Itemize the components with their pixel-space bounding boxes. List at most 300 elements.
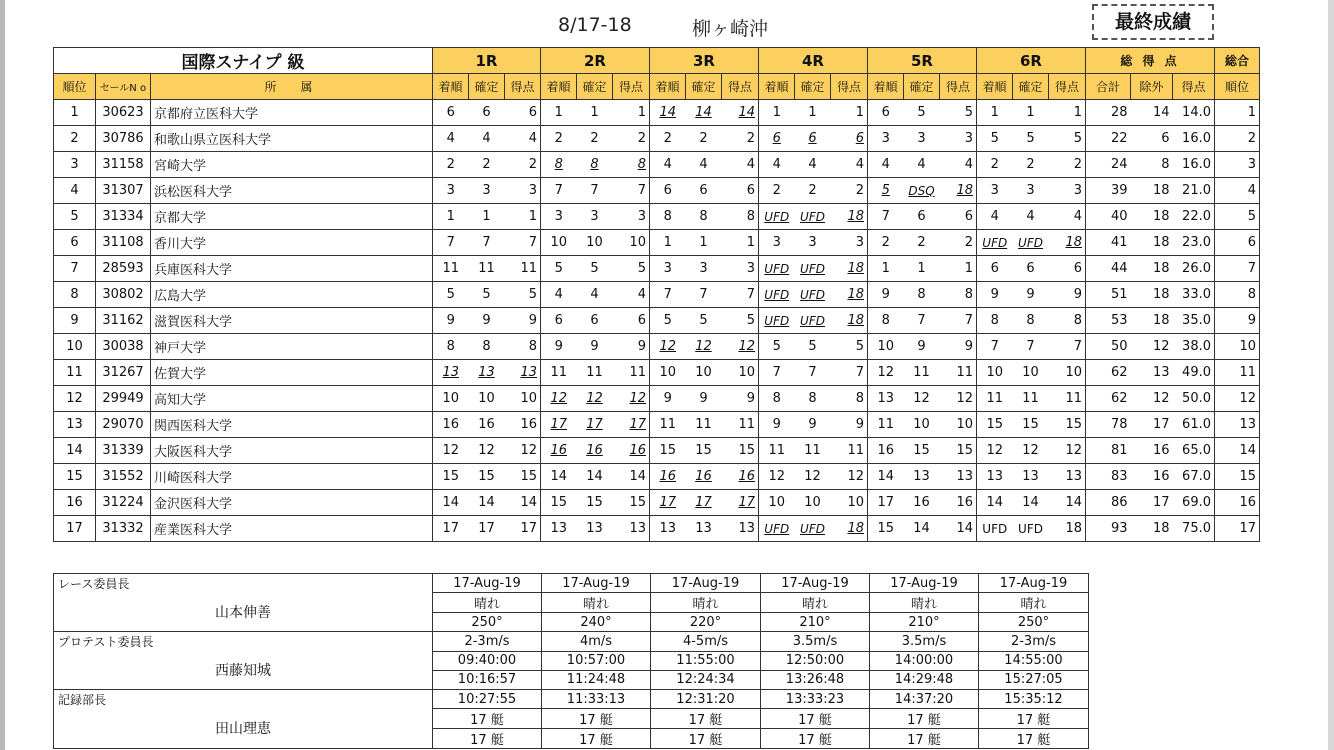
race-3-points-cell: 4 bbox=[722, 152, 759, 178]
race-5-confirmed-cell: 8 bbox=[904, 282, 940, 308]
race-3-confirmed-cell: 14 bbox=[686, 100, 722, 126]
race-3-confirmed-cell: 9 bbox=[686, 386, 722, 412]
race-2-finish-cell: 15 bbox=[541, 490, 577, 516]
race-6-confirmed-cell: 4 bbox=[1013, 204, 1049, 230]
affiliation-cell: 産業医科大学 bbox=[151, 516, 433, 542]
race-1-points-cell: 8 bbox=[505, 334, 541, 360]
race-3-points-cell: 13 bbox=[722, 516, 759, 542]
race-3-condition-cell: 220° bbox=[651, 613, 761, 632]
race-1-finish-cell: 6 bbox=[433, 100, 469, 126]
race-2-confirmed-cell: 9 bbox=[577, 334, 613, 360]
race-1-points-cell: 5 bbox=[505, 282, 541, 308]
affiliation-cell: 宮崎大学 bbox=[151, 152, 433, 178]
race-5-confirmed-cell: 15 bbox=[904, 438, 940, 464]
race-5-confirmed-cell: 1 bbox=[904, 256, 940, 282]
race-5-condition-cell: 17-Aug-19 bbox=[870, 574, 979, 593]
race-5-confirmed-cell: 6 bbox=[904, 204, 940, 230]
excluded-cell: 12 bbox=[1131, 386, 1173, 412]
rank-cell: 5 bbox=[54, 204, 96, 230]
race-5-points-cell: 5 bbox=[940, 100, 977, 126]
race-1-condition-cell: 10:16:57 bbox=[433, 670, 542, 689]
race-2-confirmed-cell: 3 bbox=[577, 204, 613, 230]
conditions-row bbox=[54, 689, 1089, 708]
race-4-finish-cell: 8 bbox=[759, 386, 795, 412]
race-5-points-cell: 13 bbox=[940, 464, 977, 490]
sail-number-cell: 30786 bbox=[96, 126, 151, 152]
rank-cell: 4 bbox=[54, 178, 96, 204]
col-sail-header: セールN o bbox=[96, 74, 151, 100]
race-6-confirmed-cell: 3 bbox=[1013, 178, 1049, 204]
race-6-points-cell: 18 bbox=[1049, 516, 1086, 542]
race-6-confirmed-cell: 12 bbox=[1013, 438, 1049, 464]
race-3-finish-cell: 4 bbox=[650, 152, 686, 178]
race-6-condition-cell: 250° bbox=[979, 613, 1089, 632]
race-1-finish-cell: 4 bbox=[433, 126, 469, 152]
race-6-confirmed-cell: 5 bbox=[1013, 126, 1049, 152]
race-3-finish-cell: 16 bbox=[650, 464, 686, 490]
overall-rank-cell: 8 bbox=[1215, 282, 1260, 308]
race-4-condition-cell: 13:33:23 bbox=[761, 689, 870, 708]
rank-cell: 8 bbox=[54, 282, 96, 308]
excluded-cell: 16 bbox=[1131, 464, 1173, 490]
race-5-finish-cell: 8 bbox=[868, 308, 904, 334]
race-2-sub-points: 得点 bbox=[613, 74, 650, 100]
overall-rank-cell: 6 bbox=[1215, 230, 1260, 256]
race-3-condition-cell: 12:31:20 bbox=[651, 689, 761, 708]
sail-number-cell: 30038 bbox=[96, 334, 151, 360]
race-6-finish-cell: 12 bbox=[977, 438, 1013, 464]
race-5-finish-cell: 13 bbox=[868, 386, 904, 412]
race-3-finish-cell: 1 bbox=[650, 230, 686, 256]
race-1-finish-cell: 13 bbox=[433, 360, 469, 386]
results-body bbox=[54, 100, 1260, 542]
total-cell: 83 bbox=[1086, 464, 1131, 490]
race-3-sub-confirmed: 確定 bbox=[686, 74, 722, 100]
race-3-confirmed-cell: 10 bbox=[686, 360, 722, 386]
race-6-confirmed-cell: 15 bbox=[1013, 412, 1049, 438]
race-1-confirmed-cell: 2 bbox=[469, 152, 505, 178]
race-1-confirmed-cell: 16 bbox=[469, 412, 505, 438]
race-2-condition-cell: 11:24:48 bbox=[542, 670, 651, 689]
race-1-condition-cell: 09:40:00 bbox=[433, 651, 542, 670]
race-2-points-cell: 2 bbox=[613, 126, 650, 152]
race-4-finish-cell: UFD bbox=[759, 256, 795, 282]
table-row bbox=[54, 178, 1260, 204]
race-1-points-cell: 17 bbox=[505, 516, 541, 542]
overall-sub-rank: 順位 bbox=[1215, 74, 1260, 100]
race-3-confirmed-cell: 12 bbox=[686, 334, 722, 360]
race-5-finish-cell: 4 bbox=[868, 152, 904, 178]
race-5-sub-finish: 着順 bbox=[868, 74, 904, 100]
race-1-points-cell: 11 bbox=[505, 256, 541, 282]
score-cell: 26.0 bbox=[1173, 256, 1215, 282]
race-4-points-cell: 18 bbox=[831, 256, 868, 282]
affiliation-cell: 京都大学 bbox=[151, 204, 433, 230]
race-3-confirmed-cell: 11 bbox=[686, 412, 722, 438]
race-2-points-cell: 3 bbox=[613, 204, 650, 230]
race-1-confirmed-cell: 15 bbox=[469, 464, 505, 490]
race-1-sub-finish: 着順 bbox=[433, 74, 469, 100]
race-1-points-cell: 15 bbox=[505, 464, 541, 490]
race-2-finish-cell: 2 bbox=[541, 126, 577, 152]
race-3-confirmed-cell: 8 bbox=[686, 204, 722, 230]
race-5-finish-cell: 14 bbox=[868, 464, 904, 490]
race-6-condition-cell: 17-Aug-19 bbox=[979, 574, 1089, 593]
affiliation-cell: 香川大学 bbox=[151, 230, 433, 256]
excluded-cell: 18 bbox=[1131, 256, 1173, 282]
excluded-cell: 18 bbox=[1131, 282, 1173, 308]
race-4-points-cell: 8 bbox=[831, 386, 868, 412]
race-4-points-cell: 1 bbox=[831, 100, 868, 126]
race-6-points-cell: 6 bbox=[1049, 256, 1086, 282]
race-6-confirmed-cell: 11 bbox=[1013, 386, 1049, 412]
race-2-points-cell: 8 bbox=[613, 152, 650, 178]
overall-rank-cell: 13 bbox=[1215, 412, 1260, 438]
race-4-finish-cell: 9 bbox=[759, 412, 795, 438]
race-2-finish-cell: 11 bbox=[541, 360, 577, 386]
score-cell: 33.0 bbox=[1173, 282, 1215, 308]
race-4-sub-points: 得点 bbox=[831, 74, 868, 100]
race-6-confirmed-cell: 13 bbox=[1013, 464, 1049, 490]
race-3-points-cell: 10 bbox=[722, 360, 759, 386]
race-3-condition-cell: 12:24:34 bbox=[651, 670, 761, 689]
race-6-points-cell: 3 bbox=[1049, 178, 1086, 204]
sail-number-cell: 30623 bbox=[96, 100, 151, 126]
race-6-finish-cell: 13 bbox=[977, 464, 1013, 490]
excluded-cell: 12 bbox=[1131, 334, 1173, 360]
race-3-finish-cell: 5 bbox=[650, 308, 686, 334]
race-4-confirmed-cell: UFD bbox=[795, 308, 831, 334]
race-1-points-cell: 1 bbox=[505, 204, 541, 230]
rank-cell: 10 bbox=[54, 334, 96, 360]
score-cell: 65.0 bbox=[1173, 438, 1215, 464]
race-6-points-cell: 8 bbox=[1049, 308, 1086, 334]
race-5-confirmed-cell: 11 bbox=[904, 360, 940, 386]
race-6-confirmed-cell: 10 bbox=[1013, 360, 1049, 386]
race-5-header: 5R bbox=[868, 48, 977, 74]
race-5-confirmed-cell: 14 bbox=[904, 516, 940, 542]
race-3-points-cell: 16 bbox=[722, 464, 759, 490]
race-3-confirmed-cell: 6 bbox=[686, 178, 722, 204]
official-name: 西藤知城 bbox=[54, 651, 433, 689]
excluded-cell: 18 bbox=[1131, 178, 1173, 204]
race-4-finish-cell: 10 bbox=[759, 490, 795, 516]
race-5-confirmed-cell: 13 bbox=[904, 464, 940, 490]
official-role: プロテスト委員長 bbox=[54, 632, 433, 651]
race-5-finish-cell: 2 bbox=[868, 230, 904, 256]
race-6-points-cell: 11 bbox=[1049, 386, 1086, 412]
race-3-points-cell: 7 bbox=[722, 282, 759, 308]
race-6-confirmed-cell: 14 bbox=[1013, 490, 1049, 516]
affiliation-cell: 和歌山県立医科大学 bbox=[151, 126, 433, 152]
race-4-points-cell: 3 bbox=[831, 230, 868, 256]
race-2-confirmed-cell: 4 bbox=[577, 282, 613, 308]
sail-number-cell: 28593 bbox=[96, 256, 151, 282]
race-2-finish-cell: 13 bbox=[541, 516, 577, 542]
race-3-finish-cell: 15 bbox=[650, 438, 686, 464]
race-5-points-cell: 4 bbox=[940, 152, 977, 178]
sail-number-cell: 30802 bbox=[96, 282, 151, 308]
race-2-confirmed-cell: 17 bbox=[577, 412, 613, 438]
race-3-condition-cell: 17 艇 bbox=[651, 709, 761, 729]
sub-header-row bbox=[54, 74, 1260, 100]
race-1-points-cell: 2 bbox=[505, 152, 541, 178]
race-6-points-cell: 9 bbox=[1049, 282, 1086, 308]
race-5-finish-cell: 12 bbox=[868, 360, 904, 386]
race-3-points-cell: 14 bbox=[722, 100, 759, 126]
race-5-points-cell: 16 bbox=[940, 490, 977, 516]
race-4-condition-cell: 13:26:48 bbox=[761, 670, 870, 689]
race-3-finish-cell: 17 bbox=[650, 490, 686, 516]
race-5-finish-cell: 10 bbox=[868, 334, 904, 360]
race-2-condition-cell: 10:57:00 bbox=[542, 651, 651, 670]
race-2-sub-finish: 着順 bbox=[541, 74, 577, 100]
race-5-sub-confirmed: 確定 bbox=[904, 74, 940, 100]
sail-number-cell: 31267 bbox=[96, 360, 151, 386]
race-1-confirmed-cell: 5 bbox=[469, 282, 505, 308]
race-1-condition-cell: 17-Aug-19 bbox=[433, 574, 542, 593]
race-3-sub-finish: 着順 bbox=[650, 74, 686, 100]
conditions-row bbox=[54, 651, 1089, 670]
total-cell: 62 bbox=[1086, 386, 1131, 412]
excluded-cell: 18 bbox=[1131, 516, 1173, 542]
race-6-confirmed-cell: 9 bbox=[1013, 282, 1049, 308]
race-4-finish-cell: 7 bbox=[759, 360, 795, 386]
race-6-finish-cell: 11 bbox=[977, 386, 1013, 412]
race-3-confirmed-cell: 5 bbox=[686, 308, 722, 334]
race-4-confirmed-cell: UFD bbox=[795, 204, 831, 230]
race-2-confirmed-cell: 2 bbox=[577, 126, 613, 152]
race-4-points-cell: 9 bbox=[831, 412, 868, 438]
race-4-confirmed-cell: UFD bbox=[795, 282, 831, 308]
race-1-confirmed-cell: 3 bbox=[469, 178, 505, 204]
race-1-confirmed-cell: 9 bbox=[469, 308, 505, 334]
race-3-condition-cell: 17 艇 bbox=[651, 729, 761, 749]
race-3-points-cell: 5 bbox=[722, 308, 759, 334]
rank-cell: 12 bbox=[54, 386, 96, 412]
race-4-confirmed-cell: 6 bbox=[795, 126, 831, 152]
race-1-confirmed-cell: 7 bbox=[469, 230, 505, 256]
total-cell: 51 bbox=[1086, 282, 1131, 308]
race-3-confirmed-cell: 2 bbox=[686, 126, 722, 152]
score-cell: 67.0 bbox=[1173, 464, 1215, 490]
total-cell: 44 bbox=[1086, 256, 1131, 282]
page-right-edge bbox=[1328, 0, 1334, 750]
final-results-badge: 最終成績 bbox=[1092, 4, 1214, 40]
affiliation-cell: 滋賀医科大学 bbox=[151, 308, 433, 334]
race-5-points-cell: 18 bbox=[940, 178, 977, 204]
race-3-finish-cell: 7 bbox=[650, 282, 686, 308]
affiliation-cell: 金沢医科大学 bbox=[151, 490, 433, 516]
race-6-header: 6R bbox=[977, 48, 1086, 74]
table-row bbox=[54, 256, 1260, 282]
race-2-condition-cell: 240° bbox=[542, 613, 651, 632]
race-1-points-cell: 16 bbox=[505, 412, 541, 438]
race-6-finish-cell: 2 bbox=[977, 152, 1013, 178]
race-5-finish-cell: 6 bbox=[868, 100, 904, 126]
table-row bbox=[54, 100, 1260, 126]
race-5-condition-cell: 14:00:00 bbox=[870, 651, 979, 670]
race-1-confirmed-cell: 13 bbox=[469, 360, 505, 386]
sail-number-cell: 31224 bbox=[96, 490, 151, 516]
race-3-condition-cell: 晴れ bbox=[651, 593, 761, 613]
table-row bbox=[54, 516, 1260, 542]
race-1-confirmed-cell: 4 bbox=[469, 126, 505, 152]
total-cell: 62 bbox=[1086, 360, 1131, 386]
race-4-points-cell: 5 bbox=[831, 334, 868, 360]
overall-rank-cell: 3 bbox=[1215, 152, 1260, 178]
race-4-confirmed-cell: 7 bbox=[795, 360, 831, 386]
table-row bbox=[54, 282, 1260, 308]
affiliation-cell: 広島大学 bbox=[151, 282, 433, 308]
race-6-confirmed-cell: 2 bbox=[1013, 152, 1049, 178]
conditions-row bbox=[54, 632, 1089, 651]
race-5-sub-points: 得点 bbox=[940, 74, 977, 100]
race-5-points-cell: 6 bbox=[940, 204, 977, 230]
score-cell: 61.0 bbox=[1173, 412, 1215, 438]
race-4-confirmed-cell: UFD bbox=[795, 256, 831, 282]
race-1-finish-cell: 14 bbox=[433, 490, 469, 516]
race-6-condition-cell: 17 艇 bbox=[979, 729, 1089, 749]
race-6-finish-cell: 1 bbox=[977, 100, 1013, 126]
race-6-finish-cell: UFD bbox=[977, 230, 1013, 256]
race-6-finish-cell: 10 bbox=[977, 360, 1013, 386]
total-cell: 86 bbox=[1086, 490, 1131, 516]
overall-rank-cell: 12 bbox=[1215, 386, 1260, 412]
race-4-confirmed-cell: 11 bbox=[795, 438, 831, 464]
table-row bbox=[54, 464, 1260, 490]
race-1-condition-cell: 17 艇 bbox=[433, 709, 542, 729]
race-4-confirmed-cell: 9 bbox=[795, 412, 831, 438]
race-4-points-cell: 6 bbox=[831, 126, 868, 152]
score-cell: 38.0 bbox=[1173, 334, 1215, 360]
race-5-points-cell: 2 bbox=[940, 230, 977, 256]
page-left-edge bbox=[0, 0, 5, 750]
race-3-finish-cell: 14 bbox=[650, 100, 686, 126]
conditions-row bbox=[54, 593, 1089, 613]
race-1-finish-cell: 1 bbox=[433, 204, 469, 230]
race-5-confirmed-cell: 5 bbox=[904, 100, 940, 126]
class-title: 国際スナイプ 級 bbox=[54, 48, 433, 74]
race-6-finish-cell: 4 bbox=[977, 204, 1013, 230]
affiliation-cell: 大阪医科大学 bbox=[151, 438, 433, 464]
sail-number-cell: 31552 bbox=[96, 464, 151, 490]
overall-rank-cell: 16 bbox=[1215, 490, 1260, 516]
score-cell: 16.0 bbox=[1173, 152, 1215, 178]
overall-rank-cell: 17 bbox=[1215, 516, 1260, 542]
officials-and-conditions bbox=[53, 573, 1089, 749]
race-2-finish-cell: 6 bbox=[541, 308, 577, 334]
rank-cell: 14 bbox=[54, 438, 96, 464]
race-5-points-cell: 11 bbox=[940, 360, 977, 386]
event-venue: 柳ヶ崎沖 bbox=[692, 18, 769, 40]
race-2-finish-cell: 3 bbox=[541, 204, 577, 230]
race-1-confirmed-cell: 17 bbox=[469, 516, 505, 542]
excluded-cell: 18 bbox=[1131, 204, 1173, 230]
race-1-condition-cell: 2-3m/s bbox=[433, 632, 542, 651]
race-2-finish-cell: 7 bbox=[541, 178, 577, 204]
race-3-finish-cell: 2 bbox=[650, 126, 686, 152]
race-1-finish-cell: 10 bbox=[433, 386, 469, 412]
race-2-finish-cell: 17 bbox=[541, 412, 577, 438]
race-4-condition-cell: 12:50:00 bbox=[761, 651, 870, 670]
race-5-finish-cell: 15 bbox=[868, 516, 904, 542]
race-2-finish-cell: 5 bbox=[541, 256, 577, 282]
race-2-confirmed-cell: 10 bbox=[577, 230, 613, 256]
race-1-confirmed-cell: 14 bbox=[469, 490, 505, 516]
race-1-finish-cell: 8 bbox=[433, 334, 469, 360]
race-6-points-cell: 12 bbox=[1049, 438, 1086, 464]
race-6-points-cell: 14 bbox=[1049, 490, 1086, 516]
total-cell: 28 bbox=[1086, 100, 1131, 126]
race-1-points-cell: 7 bbox=[505, 230, 541, 256]
table-row bbox=[54, 438, 1260, 464]
race-6-finish-cell: 15 bbox=[977, 412, 1013, 438]
race-2-condition-cell: 11:33:13 bbox=[542, 689, 651, 708]
race-6-condition-cell: 15:35:12 bbox=[979, 689, 1089, 708]
race-2-points-cell: 17 bbox=[613, 412, 650, 438]
race-6-finish-cell: 7 bbox=[977, 334, 1013, 360]
race-5-confirmed-cell: 7 bbox=[904, 308, 940, 334]
race-6-points-cell: 10 bbox=[1049, 360, 1086, 386]
excluded-cell: 14 bbox=[1131, 100, 1173, 126]
race-3-points-cell: 6 bbox=[722, 178, 759, 204]
race-2-confirmed-cell: 5 bbox=[577, 256, 613, 282]
race-1-confirmed-cell: 1 bbox=[469, 204, 505, 230]
race-3-finish-cell: 12 bbox=[650, 334, 686, 360]
race-2-confirmed-cell: 6 bbox=[577, 308, 613, 334]
race-5-finish-cell: 7 bbox=[868, 204, 904, 230]
race-5-points-cell: 14 bbox=[940, 516, 977, 542]
table-row bbox=[54, 152, 1260, 178]
table-row bbox=[54, 490, 1260, 516]
race-4-points-cell: 18 bbox=[831, 204, 868, 230]
race-6-finish-cell: 3 bbox=[977, 178, 1013, 204]
total-cell: 81 bbox=[1086, 438, 1131, 464]
race-5-condition-cell: 210° bbox=[870, 613, 979, 632]
affiliation-cell: 佐賀大学 bbox=[151, 360, 433, 386]
race-4-condition-cell: 3.5m/s bbox=[761, 632, 870, 651]
affiliation-cell: 高知大学 bbox=[151, 386, 433, 412]
total-score-header: 総 得 点 bbox=[1086, 48, 1215, 74]
race-6-sub-finish: 着順 bbox=[977, 74, 1013, 100]
race-1-points-cell: 6 bbox=[505, 100, 541, 126]
rank-cell: 16 bbox=[54, 490, 96, 516]
race-2-points-cell: 1 bbox=[613, 100, 650, 126]
rank-cell: 7 bbox=[54, 256, 96, 282]
race-6-condition-cell: 晴れ bbox=[979, 593, 1089, 613]
race-4-confirmed-cell: 10 bbox=[795, 490, 831, 516]
race-5-points-cell: 7 bbox=[940, 308, 977, 334]
race-4-points-cell: 12 bbox=[831, 464, 868, 490]
race-1-finish-cell: 17 bbox=[433, 516, 469, 542]
rank-cell: 15 bbox=[54, 464, 96, 490]
sail-number-cell: 31339 bbox=[96, 438, 151, 464]
race-2-points-cell: 6 bbox=[613, 308, 650, 334]
total-sub-excluded: 除外 bbox=[1131, 74, 1173, 100]
race-1-points-cell: 13 bbox=[505, 360, 541, 386]
race-1-points-cell: 10 bbox=[505, 386, 541, 412]
table-row bbox=[54, 412, 1260, 438]
race-2-points-cell: 9 bbox=[613, 334, 650, 360]
race-1-points-cell: 4 bbox=[505, 126, 541, 152]
race-3-finish-cell: 6 bbox=[650, 178, 686, 204]
race-4-confirmed-cell: 4 bbox=[795, 152, 831, 178]
score-cell: 23.0 bbox=[1173, 230, 1215, 256]
race-4-condition-cell: 17 艇 bbox=[761, 729, 870, 749]
race-6-points-cell: 2 bbox=[1049, 152, 1086, 178]
race-6-points-cell: 5 bbox=[1049, 126, 1086, 152]
